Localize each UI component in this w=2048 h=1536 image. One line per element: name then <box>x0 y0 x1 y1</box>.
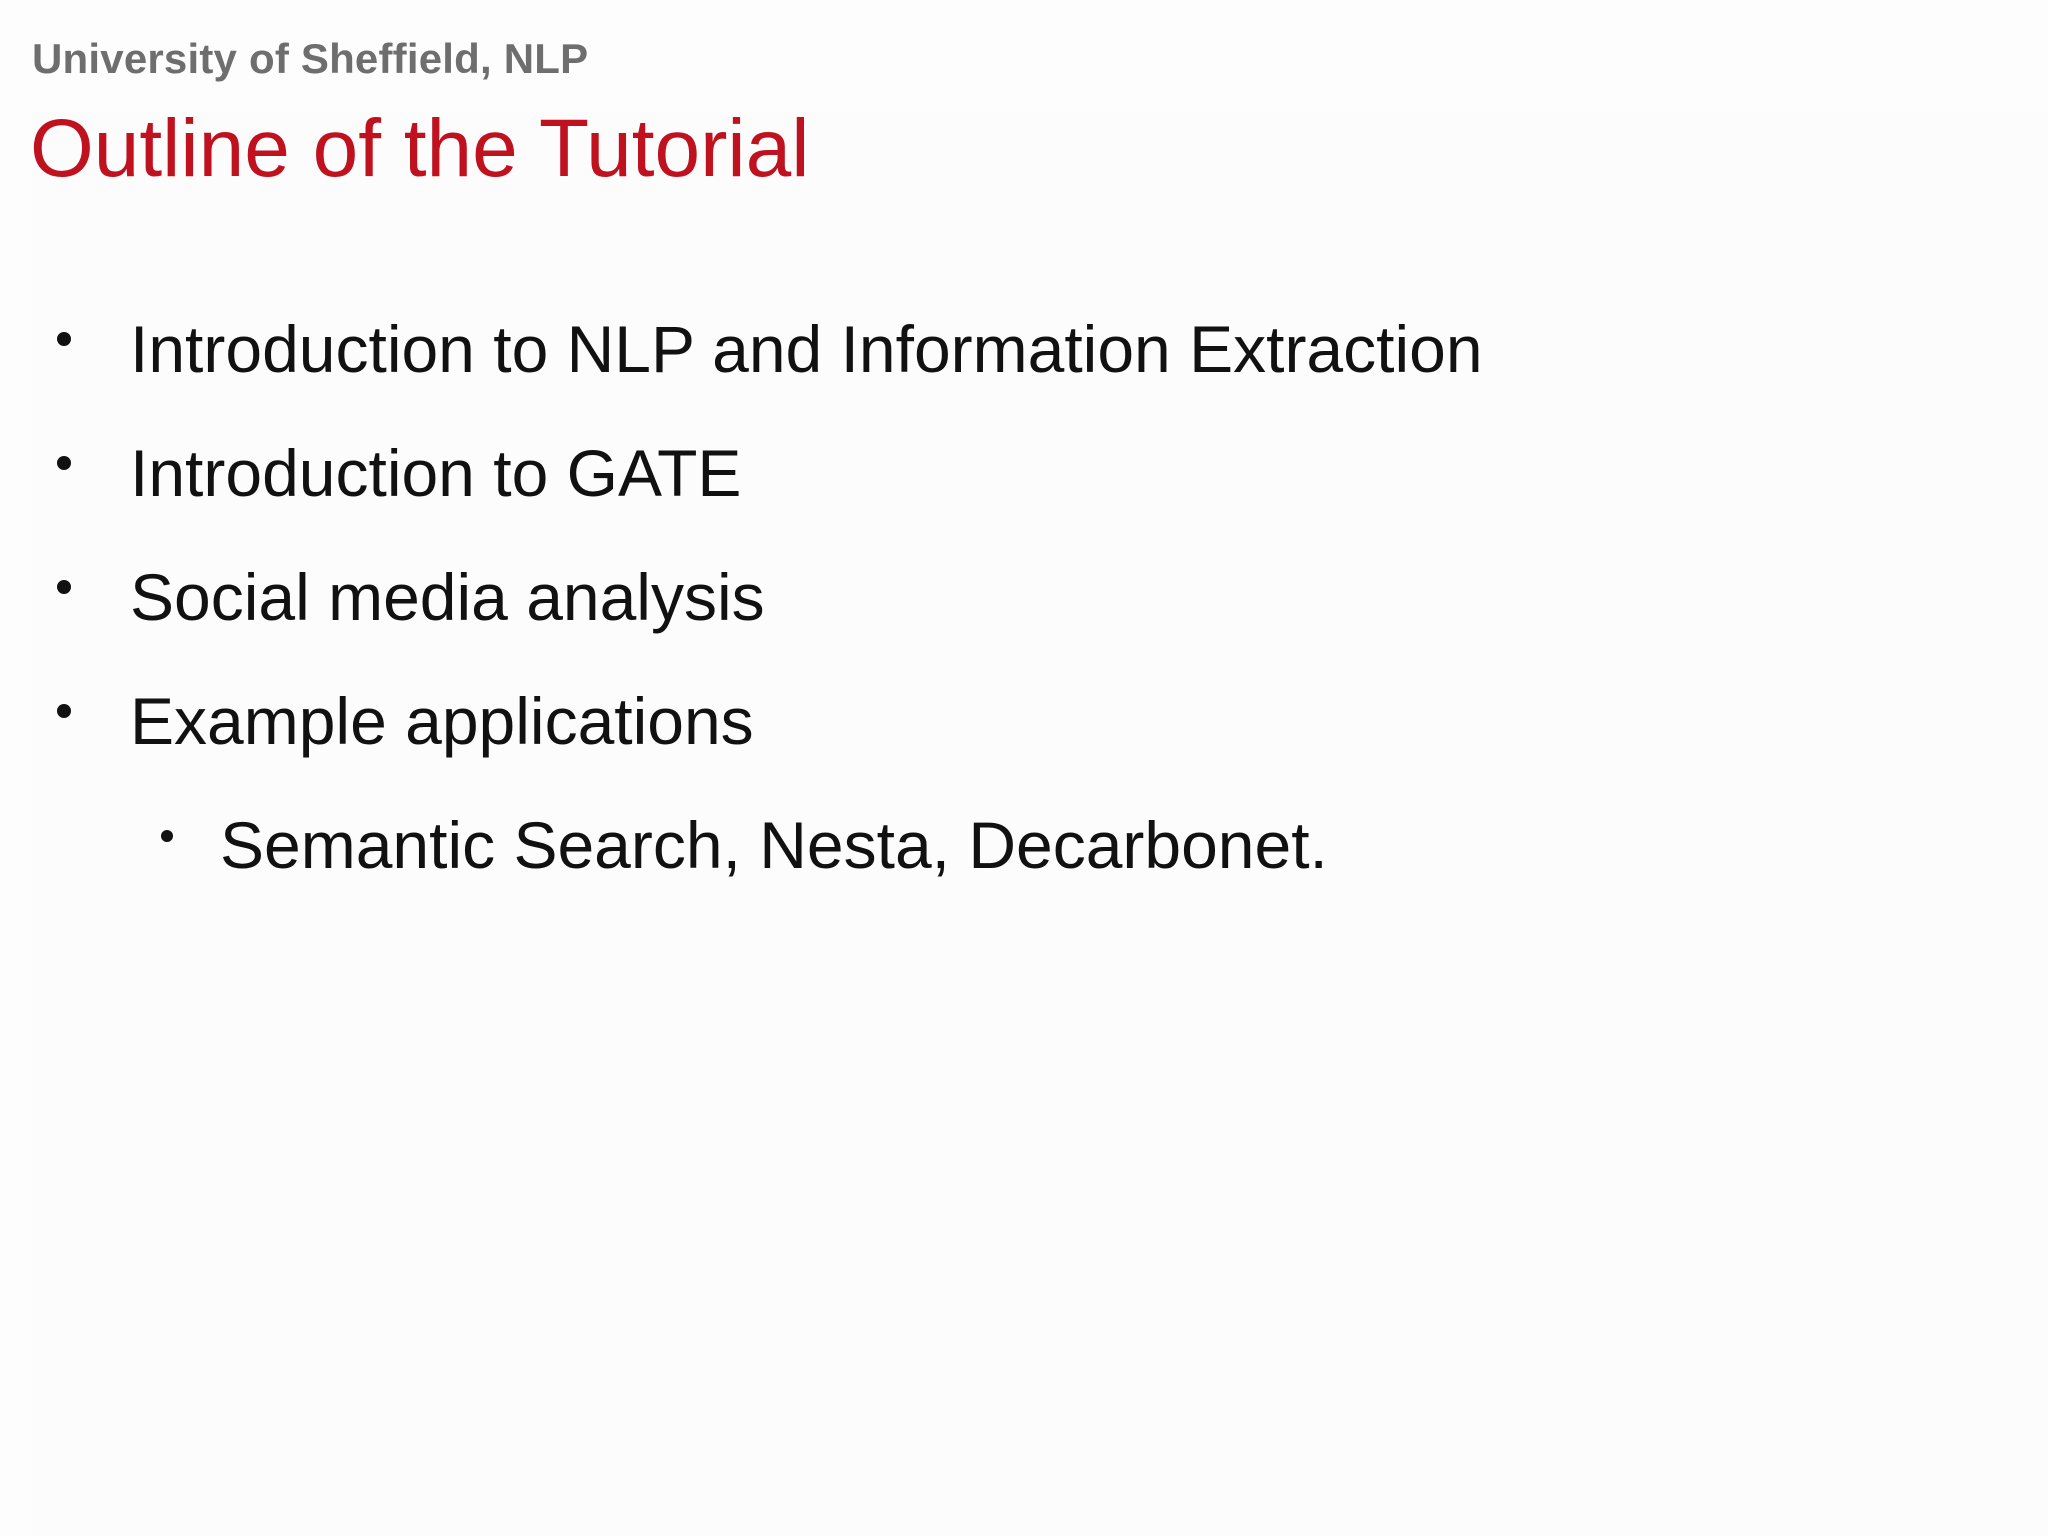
bullet-icon <box>57 456 71 470</box>
bullet-icon <box>57 580 71 594</box>
list-item-text: Example applications <box>130 684 754 758</box>
bullet-icon <box>161 830 173 842</box>
sub-list-item-text: Semantic Search, Nesta, Decarbonet. <box>220 808 1328 882</box>
slide-title: Outline of the Tutorial <box>30 103 810 194</box>
bullet-icon <box>57 332 71 346</box>
organization-header: University of Sheffield, NLP <box>32 35 589 82</box>
list-item-text: Social media analysis <box>130 560 765 634</box>
list-item-text: Introduction to NLP and Information Extraction <box>130 312 1483 386</box>
bullet-icon <box>57 704 71 718</box>
list-item-text: Introduction to GATE <box>130 436 742 510</box>
